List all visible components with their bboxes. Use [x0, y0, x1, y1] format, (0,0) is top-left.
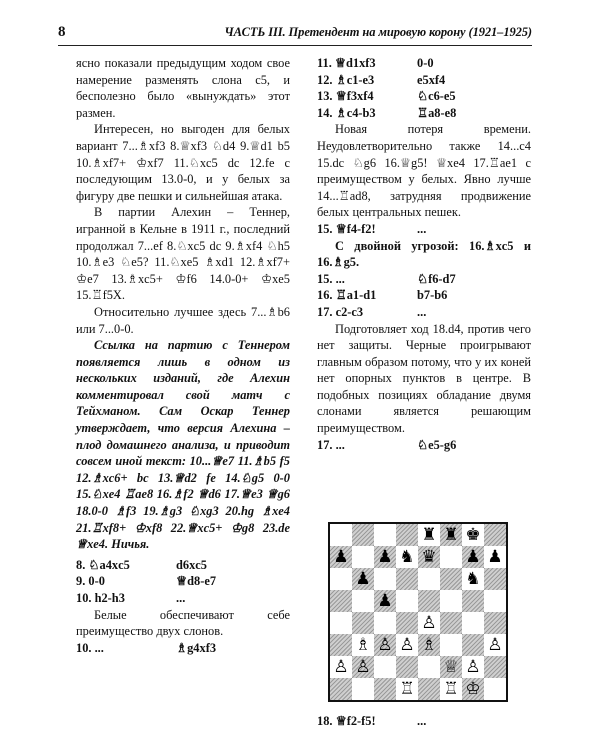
board-square	[440, 590, 462, 612]
board-square	[330, 524, 352, 546]
move-black: ♘f6-d7	[417, 271, 456, 286]
board-square	[396, 634, 418, 656]
move-black: ♕d8-e7	[176, 574, 217, 589]
right-column-footer	[317, 713, 531, 730]
move-black: 0-0	[417, 56, 434, 70]
board-square	[462, 612, 484, 634]
board-square	[462, 656, 484, 678]
board-square	[374, 590, 396, 612]
board-square	[440, 546, 462, 568]
board-square	[418, 568, 440, 590]
board-square	[352, 678, 374, 700]
board-square	[352, 524, 374, 546]
board-square	[352, 612, 374, 634]
board-square	[330, 546, 352, 568]
move-black: ♖a8-e8	[417, 105, 457, 120]
board-square	[440, 524, 462, 546]
board-square	[484, 656, 506, 678]
board-square	[330, 678, 352, 700]
board-square	[418, 612, 440, 634]
page-header	[58, 24, 532, 42]
move-line	[317, 88, 531, 105]
move-line	[76, 640, 290, 657]
move-black: ...	[176, 591, 186, 605]
board-square	[330, 590, 352, 612]
chess-piece: ♞	[399, 546, 415, 567]
board-square	[462, 546, 484, 568]
chess-piece: ♖	[443, 678, 459, 699]
board-square	[396, 568, 418, 590]
chess-piece: ♞	[465, 568, 481, 589]
move-line	[317, 271, 531, 288]
chess-piece: ♟	[377, 590, 393, 611]
move-line	[76, 590, 290, 607]
board-square	[440, 634, 462, 656]
move-black: b7-b6	[417, 288, 448, 303]
move-line	[76, 573, 290, 590]
board-square	[484, 546, 506, 568]
board-square	[440, 656, 462, 678]
chess-piece: ♟	[333, 546, 349, 567]
move-line	[317, 72, 531, 89]
board-square	[396, 612, 418, 634]
chess-diagram	[328, 522, 508, 702]
board-square	[484, 612, 506, 634]
board-square	[396, 678, 418, 700]
board-square	[484, 568, 506, 590]
board-square	[374, 524, 396, 546]
board-square	[374, 656, 396, 678]
board-square	[418, 634, 440, 656]
move-white: 14. ♗c4-b3	[317, 105, 376, 120]
move-black: ♘c6-e5	[417, 89, 456, 104]
board-square	[330, 656, 352, 678]
paragraph: ясно показали предыдущим ходом свое намерение разменять слона с5, и бесполезно было «вынуждать» этот размен.	[76, 56, 290, 120]
chess-piece: ♔	[465, 678, 481, 699]
board-square	[352, 568, 374, 590]
board-square	[396, 656, 418, 678]
move-line	[317, 221, 531, 238]
board-square	[374, 546, 396, 568]
board-square	[330, 612, 352, 634]
board-square	[352, 590, 374, 612]
chess-piece: ♜	[443, 524, 459, 545]
board-square	[440, 678, 462, 700]
move-black: ♗g4xf3	[176, 640, 217, 655]
board-square	[330, 568, 352, 590]
paragraph: Новая потеря времени. Неудовлетворительно также 14...c4 15.dc ♘g6 16.♕g5! ♕xe4 17.♖ae1 с преимуществом у белых. Явно лучше 14...♖ad8, затрудняя продвижение белых центральных пешек.	[317, 122, 531, 220]
move-white: 13. ♕f3xf4	[317, 89, 374, 104]
move-white: 10. ...	[76, 640, 104, 655]
left-column	[76, 55, 290, 656]
board-square	[374, 678, 396, 700]
chess-piece: ♟	[355, 568, 371, 589]
paragraph: Подготовляет ход 18.d4, против чего нет защиты. Черные проигрывают главным образом потому, что у их коней нет опорных пунктов в центре. В подобных позициях обладание двумя слонами является решающим преимуществом.	[317, 321, 531, 436]
board-square	[418, 524, 440, 546]
chess-piece: ♛	[421, 546, 437, 567]
paragraph: Относительно лучшее здесь 7...♗b6 или 7...0-0.	[76, 304, 290, 336]
board-square	[418, 546, 440, 568]
chess-piece: ♙	[377, 634, 393, 655]
move-black: ♘e5-g6	[417, 437, 457, 452]
move-white: 16. ♖a1-d1	[317, 288, 377, 303]
board-square	[330, 634, 352, 656]
page-number: 8	[58, 24, 66, 40]
move-line	[317, 55, 531, 72]
move-white: 18. ♕f2-f5!	[317, 714, 376, 728]
board-square	[484, 590, 506, 612]
chess-piece: ♗	[355, 634, 371, 655]
move-line	[317, 437, 531, 454]
move-black: e5xf4	[417, 72, 446, 87]
board-square	[484, 524, 506, 546]
chess-piece: ♟	[487, 546, 503, 567]
board-square	[352, 634, 374, 656]
header-rule	[58, 45, 532, 46]
move-line	[317, 105, 531, 122]
move-black: ...	[417, 304, 427, 319]
board-square	[352, 656, 374, 678]
board-square	[396, 546, 418, 568]
chess-piece: ♙	[355, 656, 371, 677]
paragraph: В партии Алехин – Теннер, игранной в Кельне в 1911 г., последний продолжал 7...ef 8.♘xc5 dc 9.♗xf4 ♘h5 10.♗e3 ♘e5? 11.♘xe5 ♗xd1 12.♗xf7+ ♔e7 13.♗xc5+ ♔f6 14.0-0+ ♔xe5 15.♖f5X.	[76, 205, 290, 303]
chess-piece: ♟	[377, 546, 393, 567]
move-line	[317, 287, 531, 304]
board-square	[352, 546, 374, 568]
chess-piece: ♙	[399, 634, 415, 655]
move-line	[317, 304, 531, 321]
chess-piece: ♙	[487, 634, 503, 655]
chess-piece: ♗	[421, 634, 437, 655]
board-square	[462, 634, 484, 656]
board-square	[374, 612, 396, 634]
board-square	[462, 678, 484, 700]
chess-piece: ♙	[333, 656, 349, 677]
move-white: 9. 0-0	[76, 574, 105, 589]
chess-piece: ♟	[465, 546, 481, 567]
move-black: ...	[417, 221, 427, 236]
chess-piece: ♚	[465, 524, 481, 545]
move-white: 10. h2-h3	[76, 591, 125, 605]
board-square	[462, 524, 484, 546]
board-square	[484, 678, 506, 700]
move-black: ...	[417, 714, 427, 728]
chess-piece: ♖	[399, 678, 415, 699]
move-white: 17. c2-c3	[317, 304, 364, 319]
board-square	[462, 568, 484, 590]
move-white: 15. ...	[317, 271, 345, 286]
move-line	[76, 557, 290, 574]
move-line	[317, 713, 531, 730]
board-square	[462, 590, 484, 612]
paragraph: Интересен, но выгоден для белых вариант 7...♗xf3 8.♕xf3 ♘d4 9.♕d1 b5 10.♗xf7+ ♔xf7 11.♘xc5 dc 12.fe с последующим 13.0-0, и у белых за фигуру две пешки и сильнейшая атака.	[76, 122, 290, 203]
move-white: 8. ♘a4xc5	[76, 557, 130, 572]
chess-piece: ♙	[465, 656, 481, 677]
chess-piece: ♕	[443, 656, 459, 677]
paragraph: С двойной угрозой: 16.♗xc5 и 16.♗g5.	[317, 238, 531, 270]
board-square	[396, 524, 418, 546]
chess-piece: ♙	[421, 612, 437, 633]
move-white: 17. ...	[317, 437, 345, 452]
move-white: 11. ♕d1xf3	[317, 56, 376, 70]
board-square	[440, 612, 462, 634]
board-square	[418, 678, 440, 700]
running-title: ЧАСТЬ III. Претендент на мировую корону (1921–1925)	[224, 25, 532, 39]
move-white: 15. ♕f4-f2!	[317, 221, 376, 236]
annotation-paragraph: Ссылка на партию с Теннером появляется лишь в одном из нескольких изданий, где Алехин комментировал свой матч с Тейхманом. Сам Оскар Теннер утверждает, что версия Алехина – плод домашнего анализа, и приводит совсем иной текст: 10...♕e7 11.♗b5 f5 12.♗xc6+ bc 13.♕d2 fe 14.♘g5 0-0 15.♘xe4 ♖ae8 16.♗f2 ♕d6 17.♕e3 ♕g6 18.0-0 ♗f3 19.♗g3 ♘xg3 20.hg ♗xe4 21.♖xf8+ ♔xf8 22.♕xc5+ ♔g8 23.de ♕xe4. Ничья.	[76, 338, 290, 552]
board-square	[396, 590, 418, 612]
board-square	[418, 590, 440, 612]
right-column	[317, 55, 531, 453]
board-square	[440, 568, 462, 590]
chess-piece: ♜	[421, 524, 437, 545]
board-square	[374, 568, 396, 590]
board-square	[484, 634, 506, 656]
move-white: 12. ♗c1-e3	[317, 72, 375, 87]
move-black: d6xc5	[176, 557, 207, 572]
paragraph: Белые обеспечивают себе преимущество двух слонов.	[76, 607, 290, 639]
board-square	[418, 656, 440, 678]
board-square	[374, 634, 396, 656]
